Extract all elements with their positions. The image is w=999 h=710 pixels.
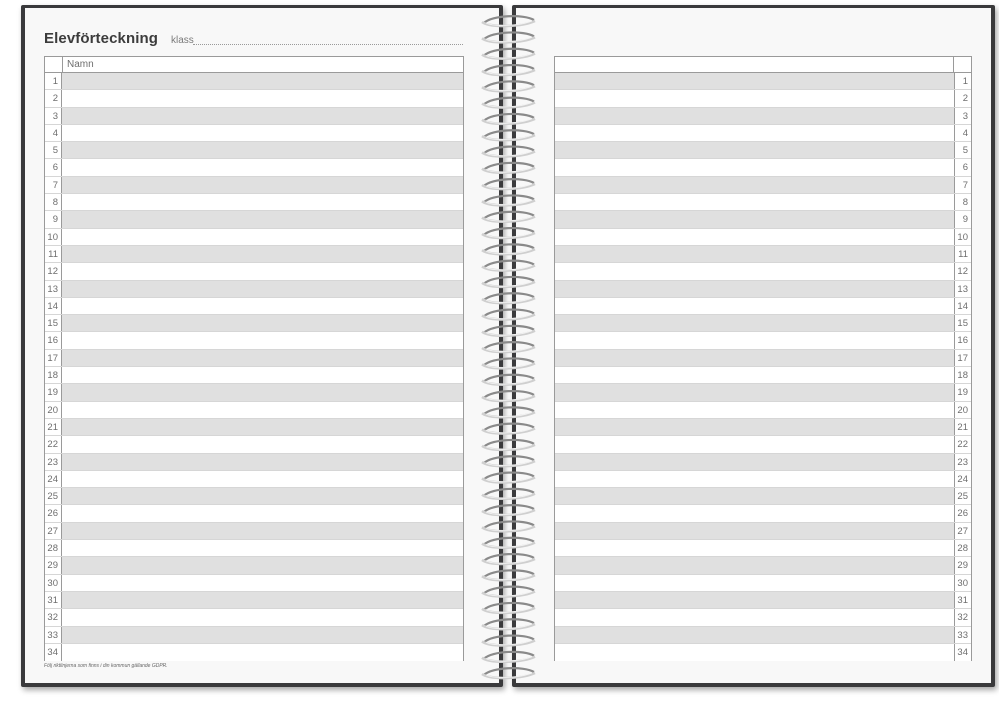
row-number: 1 [954, 73, 971, 89]
table-row[interactable] [45, 402, 463, 419]
row-number: 12 [954, 263, 971, 279]
table-row[interactable] [555, 298, 971, 315]
table-row[interactable] [45, 332, 463, 349]
table-row[interactable] [555, 90, 971, 107]
table-row[interactable] [45, 315, 463, 332]
row-number: 31 [45, 592, 62, 608]
row-number: 10 [954, 229, 971, 245]
row-number: 11 [954, 246, 971, 262]
table-row[interactable] [45, 125, 463, 142]
row-number: 6 [45, 159, 62, 175]
row-number: 22 [45, 436, 62, 452]
row-number: 8 [45, 194, 62, 210]
spiral-coil [482, 98, 535, 108]
spiral-coil [482, 391, 535, 401]
table-row[interactable] [45, 523, 463, 540]
row-number: 9 [954, 211, 971, 227]
spiral-coil [482, 603, 535, 613]
spiral-coil [482, 407, 535, 417]
student-list-table-left [44, 56, 464, 661]
table-row[interactable] [45, 263, 463, 280]
table-row[interactable] [45, 298, 463, 315]
table-row[interactable] [45, 627, 463, 644]
row-number: 7 [45, 177, 62, 193]
table-row[interactable] [555, 125, 971, 142]
table-row[interactable] [45, 488, 463, 505]
spiral-coil [482, 570, 535, 580]
table-row[interactable] [555, 575, 971, 592]
row-number: 33 [954, 627, 971, 643]
row-number: 8 [954, 194, 971, 210]
row-number: 34 [45, 644, 62, 661]
row-number: 10 [45, 229, 62, 245]
row-number: 14 [45, 298, 62, 314]
row-number: 17 [45, 350, 62, 366]
row-number: 30 [954, 575, 971, 591]
table-row[interactable] [45, 575, 463, 592]
table-row[interactable] [45, 471, 463, 488]
row-number: 21 [45, 419, 62, 435]
class-write-line[interactable] [193, 44, 463, 45]
table-row[interactable] [45, 540, 463, 557]
spiral-coil [482, 636, 535, 646]
spiral-coil [482, 228, 535, 238]
row-number: 3 [954, 108, 971, 124]
row-number: 19 [954, 384, 971, 400]
table-row[interactable] [45, 609, 463, 626]
table-row[interactable] [45, 177, 463, 194]
spiral-coil [482, 49, 535, 59]
spiral-coil [482, 342, 535, 352]
spiral-coil [482, 554, 535, 564]
spiral-coil [482, 261, 535, 271]
spiral-coil [482, 440, 535, 450]
row-number: 19 [45, 384, 62, 400]
table-row[interactable] [555, 315, 971, 332]
row-number: 22 [954, 436, 971, 452]
spiral-coil [482, 456, 535, 466]
table-row[interactable] [45, 229, 463, 246]
table-row[interactable] [555, 454, 971, 471]
table-row[interactable] [555, 108, 971, 125]
table-row[interactable] [555, 644, 971, 661]
row-number: 1 [45, 73, 62, 89]
row-number: 18 [954, 367, 971, 383]
table-row[interactable] [45, 194, 463, 211]
row-number: 20 [954, 402, 971, 418]
table-row[interactable] [555, 246, 971, 263]
spiral-coil [482, 668, 535, 678]
table-row[interactable] [45, 592, 463, 609]
table-row[interactable] [555, 229, 971, 246]
table-row[interactable] [555, 488, 971, 505]
table-row[interactable] [555, 505, 971, 522]
gdpr-footnote: Följ riktlinjerna som finns i din kommun gällande GDPR. [44, 663, 168, 669]
table-row[interactable] [45, 454, 463, 471]
table-row[interactable] [45, 108, 463, 125]
row-number: 12 [45, 263, 62, 279]
row-number: 23 [954, 454, 971, 470]
spiral-coil [482, 65, 535, 75]
table-row[interactable] [555, 609, 971, 626]
spiral-coil [482, 358, 535, 368]
table-row[interactable] [45, 505, 463, 522]
spiral-coil [482, 244, 535, 254]
table-row[interactable] [555, 471, 971, 488]
table-row[interactable] [555, 263, 971, 280]
spiral-binding [478, 12, 540, 682]
spiral-coil [482, 489, 535, 499]
table-row[interactable] [45, 90, 463, 107]
student-list-table-right [554, 56, 972, 661]
spiral-coil [482, 212, 535, 222]
table-row[interactable] [555, 557, 971, 574]
spiral-coil [482, 179, 535, 189]
row-number: 4 [954, 125, 971, 141]
row-number: 18 [45, 367, 62, 383]
row-number: 29 [954, 557, 971, 573]
spiral-coil [482, 619, 535, 629]
table-row[interactable] [45, 73, 463, 90]
spiral-coil [482, 32, 535, 42]
row-number: 28 [45, 540, 62, 556]
row-number: 30 [45, 575, 62, 591]
spiral-coil [482, 16, 535, 26]
spiral-coil [482, 375, 535, 385]
spiral-coil [482, 424, 535, 434]
row-number: 15 [954, 315, 971, 331]
row-number: 13 [45, 281, 62, 297]
table-row[interactable] [555, 332, 971, 349]
table-row[interactable] [555, 402, 971, 419]
row-number: 32 [954, 609, 971, 625]
spiral-coil [482, 293, 535, 303]
table-row[interactable] [45, 384, 463, 401]
table-row[interactable] [45, 246, 463, 263]
row-number: 5 [954, 142, 971, 158]
row-number: 20 [45, 402, 62, 418]
row-number: 17 [954, 350, 971, 366]
row-number: 24 [45, 471, 62, 487]
table-header [555, 57, 971, 73]
table-row[interactable] [555, 436, 971, 453]
spiral-coil [482, 521, 535, 531]
row-number: 16 [954, 332, 971, 348]
table-row[interactable] [45, 419, 463, 436]
table-row[interactable] [555, 159, 971, 176]
table-row[interactable] [45, 159, 463, 176]
table-row[interactable] [555, 592, 971, 609]
spiral-coil [482, 147, 535, 157]
spiral-coil [482, 473, 535, 483]
table-row[interactable] [555, 419, 971, 436]
table-row[interactable] [555, 540, 971, 557]
row-number: 16 [45, 332, 62, 348]
table-row[interactable] [555, 281, 971, 298]
row-number: 28 [954, 540, 971, 556]
row-number: 26 [954, 505, 971, 521]
row-number: 9 [45, 211, 62, 227]
page-title: Elevförteckning [44, 30, 159, 47]
row-number: 25 [45, 488, 62, 504]
table-row[interactable] [555, 384, 971, 401]
row-number: 33 [45, 627, 62, 643]
row-number: 24 [954, 471, 971, 487]
table-row[interactable] [555, 142, 971, 159]
table-row[interactable] [555, 627, 971, 644]
spiral-coil [482, 114, 535, 124]
table-rows [555, 73, 971, 660]
table-row[interactable] [45, 142, 463, 159]
row-number: 29 [45, 557, 62, 573]
table-row[interactable] [45, 281, 463, 298]
table-row[interactable] [45, 367, 463, 384]
table-rows [45, 73, 463, 660]
row-number: 27 [954, 523, 971, 539]
row-number: 13 [954, 281, 971, 297]
row-number: 21 [954, 419, 971, 435]
table-row[interactable] [45, 557, 463, 574]
row-number: 32 [45, 609, 62, 625]
row-number: 27 [45, 523, 62, 539]
table-row[interactable] [555, 350, 971, 367]
spiral-coil [482, 195, 535, 205]
row-number: 11 [45, 246, 62, 262]
row-number: 4 [45, 125, 62, 141]
class-label: klass [171, 35, 194, 46]
spiral-coil [482, 81, 535, 91]
row-number: 15 [45, 315, 62, 331]
table-row[interactable] [555, 523, 971, 540]
row-number: 7 [954, 177, 971, 193]
table-row[interactable] [555, 177, 971, 194]
table-row[interactable] [45, 350, 463, 367]
row-number: 3 [45, 108, 62, 124]
row-number: 31 [954, 592, 971, 608]
row-number: 14 [954, 298, 971, 314]
table-header [45, 57, 463, 73]
spiral-coil [482, 163, 535, 173]
spiral-coil [482, 505, 535, 515]
spiral-coil [482, 310, 535, 320]
table-row[interactable] [555, 194, 971, 211]
spiral-coil [482, 326, 535, 336]
name-column-header: Namn [67, 59, 94, 70]
row-number: 2 [45, 90, 62, 106]
table-row[interactable] [555, 211, 971, 228]
row-number: 25 [954, 488, 971, 504]
table-row[interactable] [555, 367, 971, 384]
table-row[interactable] [45, 436, 463, 453]
table-row[interactable] [45, 211, 463, 228]
spiral-coil [482, 587, 535, 597]
spiral-coil [482, 652, 535, 662]
table-row[interactable] [555, 73, 971, 90]
table-row[interactable] [45, 644, 463, 661]
row-number: 34 [954, 644, 971, 661]
spiral-coil [482, 277, 535, 287]
row-number: 23 [45, 454, 62, 470]
row-number: 26 [45, 505, 62, 521]
row-number: 5 [45, 142, 62, 158]
spiral-coil [482, 538, 535, 548]
row-number: 6 [954, 159, 971, 175]
spiral-coil [482, 130, 535, 140]
row-number: 2 [954, 90, 971, 106]
